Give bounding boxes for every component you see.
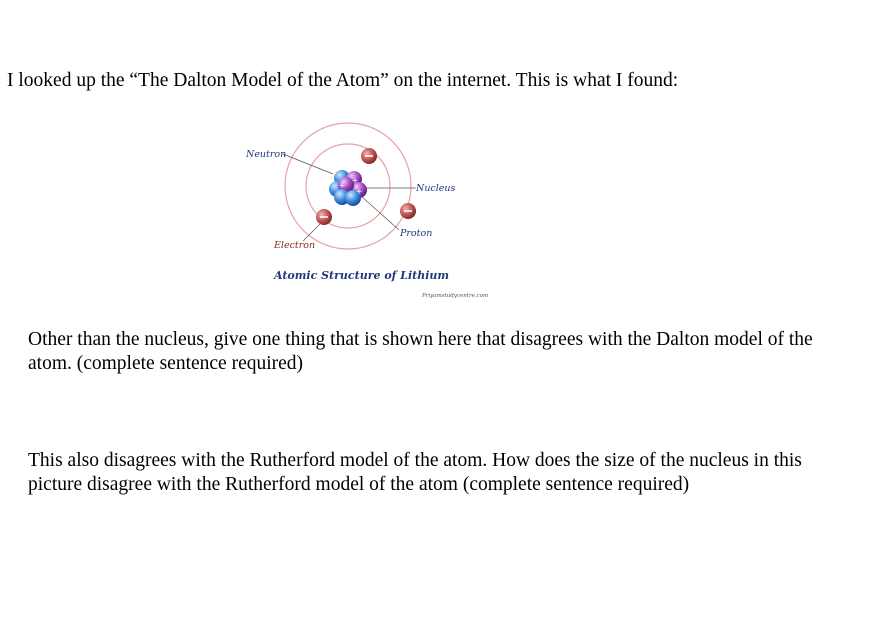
- electron-top: [361, 148, 377, 164]
- svg-text:+: +: [351, 176, 359, 185]
- nucleus-label: Nucleus: [416, 183, 456, 194]
- proton-label: Proton: [400, 228, 433, 239]
- lithium-atom-diagram: [238, 118, 498, 303]
- figure-credit: Priyamstudycentre.com: [422, 293, 489, 299]
- svg-text:+: +: [355, 187, 363, 196]
- svg-text:+: +: [338, 181, 346, 190]
- intro-text: I looked up the “The Dalton Model of the Atom” on the internet. This is what I found:: [7, 70, 679, 91]
- electron-right: [400, 203, 416, 219]
- neutron-label: Neutron: [246, 149, 287, 160]
- question-2: This also disagrees with the Rutherford model of the atom. How does the size of the nucleus in this picture disagree with the Rutherford model of the atom (complete sentence required): [28, 450, 802, 495]
- question-1: Other than the nucleus, give one thing that is shown here that disagrees with the Dalton model of the atom. (complete sentence required): [28, 329, 813, 374]
- figure-title: Atomic Structure of Lithium: [274, 269, 450, 282]
- nucleus: [329, 170, 367, 206]
- electron-label: Electron: [274, 240, 316, 251]
- electron-left: [316, 209, 332, 225]
- atom-illustration: [238, 118, 498, 303]
